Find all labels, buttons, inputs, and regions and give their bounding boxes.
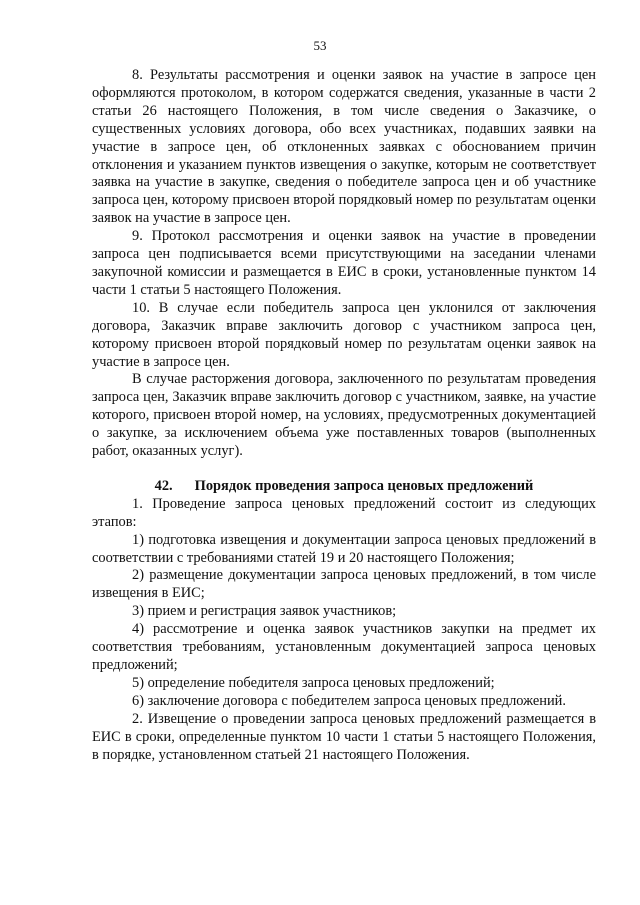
list-item-3: 3) прием и регистрация заявок участников; <box>132 603 397 620</box>
list-item-2: 2) размещение документации запроса ценовых предложений, в том числе извещения в ЕИС; <box>92 567 596 602</box>
section-title: Порядок проведения запроса ценовых предложений <box>194 477 534 494</box>
paragraph-8: 8. Результаты рассмотрения и оценки заявок на участие в запросе цен оформляются протоколом, в котором содержатся сведения, указанные в части 2 статьи 26 настоящего Положения, в том числе сведения о Заказчике, о существенных условиях договора, обо всех участниках, подавших заявки на участие в запросе цен, об отклоненных заявках с обоснованием причин отклонения и указанием пунктов извещения о закупке, которым не соответствует заявка на участие в закупке, сведения о победителе запроса цен и об участнике запроса цен, которому присвоен второй порядковый номер по результатам оценки заявок на участие в запросе цен. <box>92 67 596 227</box>
list-item-4: 4) рассмотрение и оценка заявок участников закупки на предмет их соответствия требованиям, установленным документацией запроса ценовых предложений; <box>92 621 596 673</box>
paragraph-9: 9. Протокол рассмотрения и оценки заявок на участие в проведении запроса цен подписывается всеми присутствующими на заседании членами закупочной комиссии и размещается в ЕИС в сроки, установленные пунктом 14 части 1 статьи 5 настоящего Положения. <box>92 228 596 298</box>
list-item-6: 6) заключение договора с победителем запроса ценовых предложений. <box>132 692 566 709</box>
list-item-1: 1) подготовка извещения и документации запроса ценовых предложений в соответствии с требованиями статей 19 и 20 настоящего Положения; <box>92 531 596 566</box>
paragraph-10: 10. В случае если победитель запроса цен уклонился от заключения договора, Заказчик вправе заключить договор с участником запроса цен, которому присвоен второй порядковый номер по результатам оценки заявок на участие в запросе цен. <box>92 299 596 370</box>
paragraph-1: 1. Проведение запроса ценовых предложений состоит из следующих этапов: <box>92 495 596 530</box>
section-number: 42. <box>154 477 173 494</box>
document-body <box>92 67 596 764</box>
paragraph-10-continuation: В случае расторжения договора, заключенного по результатам проведения запроса цен, Заказчик вправе заключить договор с участником, заявке, на участие которого, присвоен второй номер, на условиях, предусмотренных документацией о закупке, за исключением объема уже поставленных товаров (выполненных работ, оказанных услуг). <box>92 371 596 460</box>
section-heading <box>92 478 596 496</box>
list-item-5: 5) определение победителя запроса ценовых предложений; <box>132 674 495 691</box>
page-number: 53 <box>313 38 327 53</box>
paragraph-2: 2. Извещение о проведении запроса ценовых предложений размещается в ЕИС в сроки, определенные пунктом 10 части 1 статьи 5 настоящего Положения, в порядке, установленном статьей 21 настоящего Положения. <box>92 710 596 763</box>
